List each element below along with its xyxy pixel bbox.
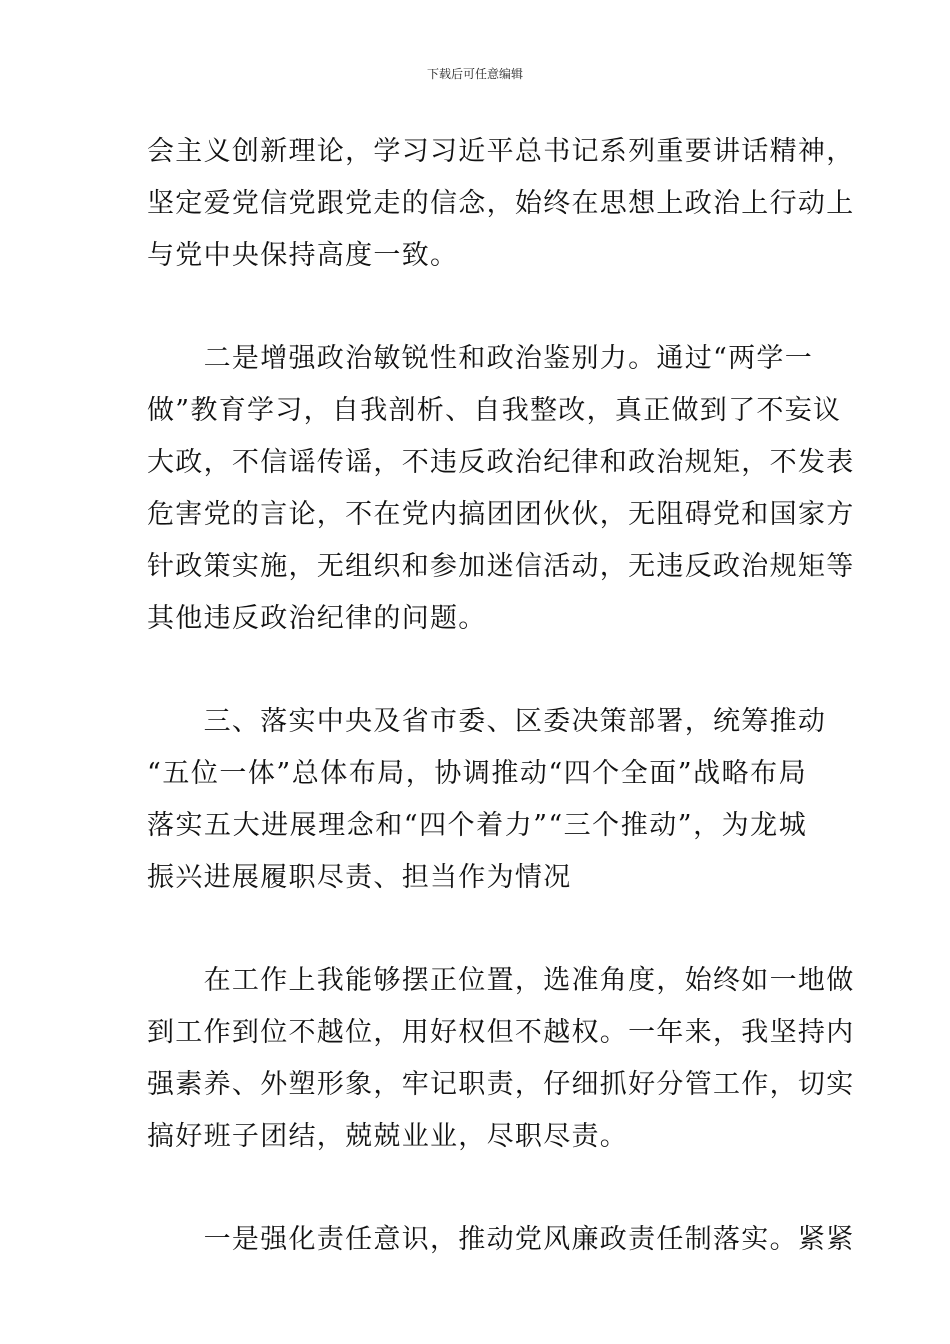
paragraph-4	[147, 955, 855, 1163]
paragraph-spacer	[147, 904, 807, 955]
text-line: 振兴进展履职尽责、担当作为情况	[147, 862, 572, 893]
text-line: 二是增强政治敏锐性和政治鉴别力。通过“两学一	[147, 343, 814, 374]
text-line: 做”教育学习，自我剖析、自我整改，真正做到了不妄议	[147, 395, 842, 426]
text-line: 大政，不信谣传谣，不违反政治纪律和政治规矩，不发表	[147, 447, 855, 478]
paragraph-3	[147, 696, 827, 904]
text-line: 坚定爱党信党跟党走的信念，始终在思想上政治上行动上	[147, 188, 855, 219]
text-line: 落实五大进展理念和“四个着力”“三个推动”，为龙城	[147, 810, 807, 841]
paragraph-1	[147, 126, 855, 282]
paragraph-spacer	[147, 282, 807, 333]
document-body	[147, 126, 855, 1266]
text-line: 三、落实中央及省市委、区委决策部署，统筹推动	[147, 706, 827, 737]
paragraph-spacer	[147, 645, 807, 696]
text-line: 与党中央保持高度一致。	[147, 240, 459, 271]
text-line: 危害党的言论，不在党内搞团团伙伙，无阻碍党和国家方	[147, 499, 855, 530]
text-line: 针政策实施，无组织和参加迷信活动，无违反政治规矩等	[147, 551, 855, 582]
text-line: 搞好班子团结，兢兢业业，尽职尽责。	[147, 1121, 629, 1152]
text-line: 在工作上我能够摆正位置，选准角度，始终如一地做	[147, 965, 855, 996]
text-line: 到工作到位不越位，用好权但不越权。一年来，我坚持内	[147, 1017, 855, 1048]
text-line: 强素养、外塑形象，牢记职责，仔细抓好分管工作，切实	[147, 1069, 855, 1100]
text-line: 一是强化责任意识，推动党风廉政责任制落实。紧紧	[147, 1224, 855, 1255]
paragraph-2	[147, 333, 855, 645]
text-line: 其他违反政治纪律的问题。	[147, 603, 487, 634]
paragraph-5	[147, 1214, 855, 1266]
text-line: 会主义创新理论，学习习近平总书记系列重要讲话精神，	[147, 136, 855, 167]
page-header: 下载后可任意编辑	[426, 67, 523, 81]
text-line: “五位一体”总体布局，协调推动“四个全面”战略布局	[147, 758, 807, 789]
paragraph-spacer	[147, 1163, 807, 1214]
